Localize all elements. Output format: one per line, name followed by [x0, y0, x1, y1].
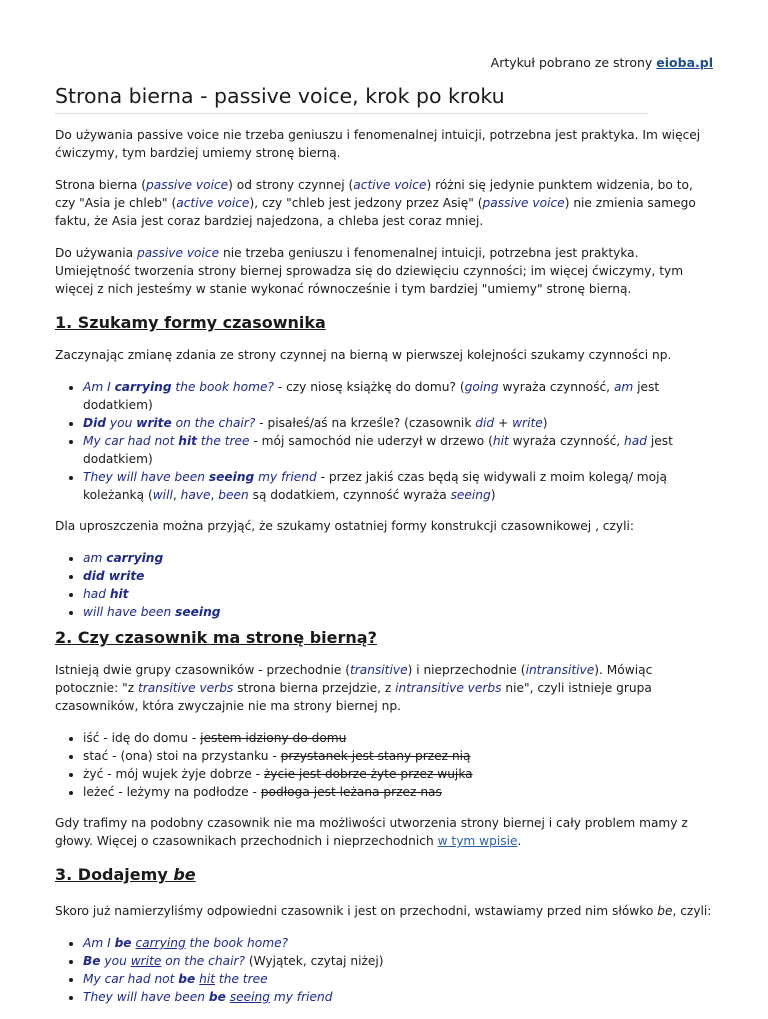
section-3-paragraph: Skoro już namierzyliśmy odpowiedni czasownik i jest on przechodni, wstawiamy przed nim słówko be, czyli: — [55, 904, 712, 918]
section-1-forms — [55, 549, 713, 621]
section-1-heading: 1. Szukamy formy czasownika — [55, 313, 326, 332]
section-2-after: Gdy trafimy na podobny czasownik nie ma możliwości utworzenia strony biernej i cały problem mamy z głowy. Więcej o czasownikach przechodnich i nieprzechodnich w tym wpisie. — [55, 816, 688, 848]
list-item: • żyć - mój wujek żyje dobrze - życie jest dobrze żyte przez wujka — [83, 765, 713, 783]
list-item: • had hit — [83, 585, 713, 603]
list-item: • They will have been seeing my friend - przez jakiś czas będą się widywali z moim kolegą/ moją koleżanką (will, have, been są dodatkiem, czynność wyraża seeing) — [83, 468, 713, 504]
list-item: • My car had not be hit the tree — [83, 970, 713, 988]
section-3-heading: 3. Dodajemy be — [55, 865, 196, 884]
list-item: • Am I be carrying the book home? — [83, 934, 713, 952]
intro-paragraph-1: Do używania passive voice nie trzeba geniuszu i fenomenalnej intuicji, potrzebna jest praktyka. Im więcej ćwiczymy, tym bardziej umiemy stronę bierną. — [55, 128, 701, 160]
list-item: • will have been seeing — [83, 603, 713, 621]
list-item: • iść - idę do domu - jestem idziony do domu — [83, 729, 713, 747]
source-prefix: Artykuł pobrano ze strony — [490, 55, 657, 70]
section-1-summary: Dla uproszczenia można przyjąć, że szukamy ostatniej formy konstrukcji czasownikowej , czyli: — [55, 519, 634, 533]
intro-paragraph-2: Strona bierna (passive voice) od strony czynnej (active voice) różni się jedynie punktem widzenia, bo to, czy "Asia je chleb" (active voice), czy "chleb jest jedzony przez Asię" (passive voice) nie zmienia samego faktu, że Asia jest coraz bardziej najedzona, a chleba jest coraz mniej. — [55, 178, 696, 228]
intro-paragraph-3: Do używania passive voice nie trzeba geniuszu i fenomenalnej intuicji, potrzebna jest praktyka. Umiejętność tworzenia strony biernej sprowadza się do dziewięciu czynności; im więcej ćwiczymy, tym więcej z nich jesteśmy w stanie wykonać równocześnie i tym bardziej "umiemy" stronę bierną. — [55, 246, 684, 296]
page-title: Strona bierna - passive voice, krok po kroku — [55, 84, 505, 108]
section-2-heading: 2. Czy czasownik ma stronę bierną? — [55, 628, 377, 647]
list-item: • am carrying — [83, 549, 713, 567]
list-item: • Be you write on the chair? (Wyjątek, czytaj niżej) — [83, 952, 713, 970]
section-3-examples — [55, 934, 713, 1006]
list-item: • My car had not hit the tree - mój samochód nie uderzył w drzewo (hit wyraża czynność, had jest dodatkiem) — [83, 432, 713, 468]
list-item: • Did you write on the chair? - pisałeś/aś na krześle? (czasownik did + write) — [83, 414, 713, 432]
list-item: • stać - (ona) stoi na przystanku - przystanek jest stany przez nią — [83, 747, 713, 765]
article-content — [55, 126, 713, 1019]
list-item: • leżeć - leżymy na podłodze - podłoga jest leżana przez nas — [83, 783, 713, 801]
source-line — [491, 54, 713, 72]
source-link[interactable]: eioba.pl — [656, 55, 713, 70]
section-1-examples — [55, 378, 713, 504]
section-1-lead: Zaczynając zmianę zdania ze strony czynnej na bierną w pierwszej kolejności szukamy czynności np. — [55, 348, 672, 362]
transitive-verbs-link[interactable]: w tym wpisie — [437, 834, 518, 848]
section-2-examples — [55, 729, 713, 801]
list-item: • They will have been be seeing my friend — [83, 988, 713, 1006]
list-item: • did write — [83, 567, 713, 585]
section-2-paragraph: Istnieją dwie grupy czasowników - przechodnie (transitive) i nieprzechodnie (intransitive). Mówiąc potocznie: "z transitive verbs strona bierna przejdzie, z intransitive verbs nie", czyli istnieje grupa czasowników, która zwyczajnie nie ma strony biernej np. — [55, 663, 653, 713]
list-item: • Am I carrying the book home? - czy niosę książkę do domu? (going wyraża czynność, am jest dodatkiem) — [83, 378, 713, 414]
title-divider — [55, 113, 648, 114]
